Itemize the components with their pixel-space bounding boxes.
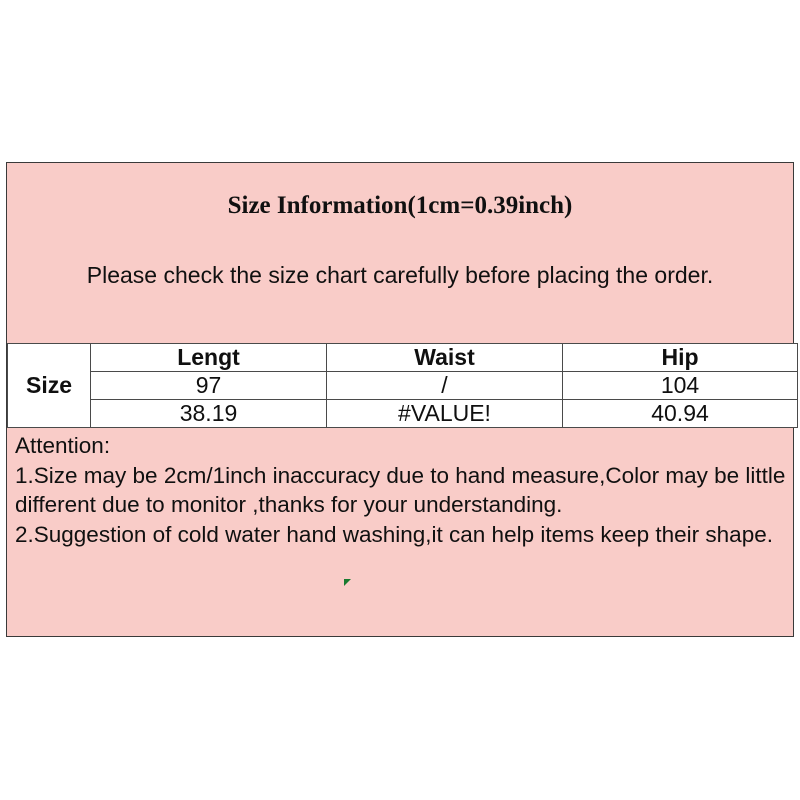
cell-length-inch: 38.19 — [91, 400, 327, 428]
attention-line-1: 1.Size may be 2cm/1inch inaccuracy due to hand measure,Color may be little different due to monitor ,thanks for your understanding. — [15, 463, 786, 518]
column-header-length: Lengt — [91, 344, 327, 372]
cell-waist-inch: #VALUE! — [327, 400, 563, 428]
cell-length-cm: 97 — [91, 372, 327, 400]
table-row — [8, 372, 798, 400]
cell-error-marker-icon — [344, 579, 351, 586]
attention-section — [15, 431, 793, 550]
attention-line-2: 2.Suggestion of cold water hand washing,it can help items keep their shape. — [15, 522, 773, 548]
size-information-card — [6, 162, 794, 637]
size-row-label: Size — [8, 344, 91, 428]
size-table-container — [7, 343, 793, 428]
column-header-waist: Waist — [327, 344, 563, 372]
cell-hip-cm: 104 — [563, 372, 798, 400]
cell-hip-inch: 40.94 — [563, 400, 798, 428]
attention-heading: Attention: — [15, 433, 111, 458]
card-subtitle: Please check the size chart carefully before placing the order. — [86, 262, 714, 288]
card-title: Size Information(1cm=0.39inch) — [227, 192, 573, 219]
table-row — [8, 344, 798, 372]
cell-waist-cm: / — [327, 372, 563, 400]
size-table — [7, 343, 798, 428]
table-row — [8, 400, 798, 428]
column-header-hip: Hip — [563, 344, 798, 372]
